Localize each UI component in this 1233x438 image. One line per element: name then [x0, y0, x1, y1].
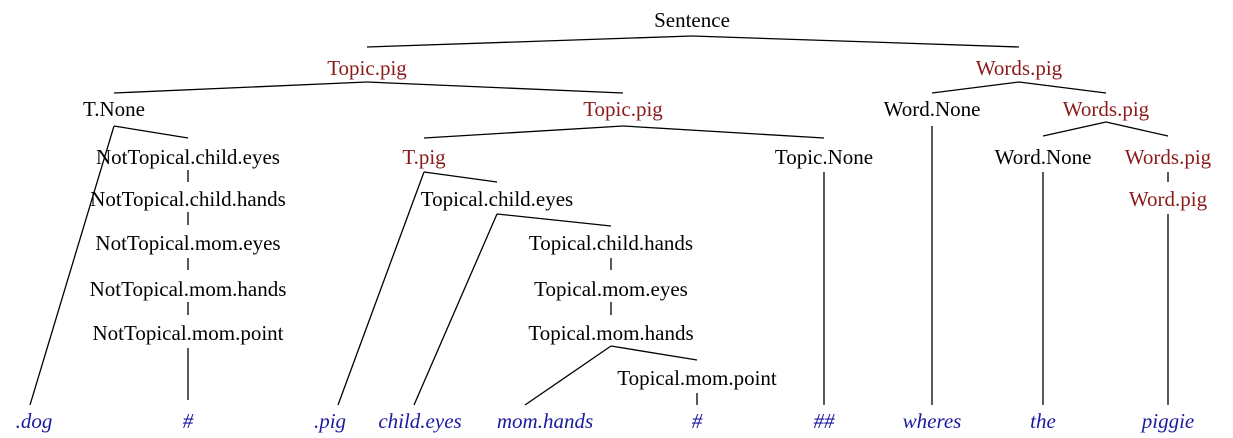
tree-edge	[338, 172, 424, 405]
leaf-the: the	[1030, 409, 1056, 433]
node-topical-child-hands: Topical.child.hands	[528, 231, 694, 255]
node-nottopical-child-eyes: NotTopical.child.eyes	[96, 145, 280, 169]
node-topical-mom-hands: Topical.mom.hands	[528, 321, 694, 345]
node-nottopical-child-hands: NotTopical.child.hands	[90, 187, 286, 211]
tree-edge	[1043, 122, 1106, 136]
node-nottopical-mom-hands: NotTopical.mom.hands	[89, 277, 287, 301]
tree-edge	[497, 214, 611, 226]
node-word-none-1: Word.None	[883, 97, 981, 121]
tree-edge	[623, 126, 824, 138]
leaf-piggie: piggie	[1141, 409, 1195, 433]
node-words-pig: Words.pig	[975, 56, 1063, 80]
node-topic-pig: Topic.pig	[327, 56, 407, 80]
leaf-double-hash: ##	[813, 409, 835, 433]
tree-edge	[932, 82, 1019, 93]
node-word-pig: Word.pig	[1128, 187, 1208, 211]
node-word-none-2: Word.None	[994, 145, 1092, 169]
leaf-wheres: wheres	[902, 409, 962, 433]
tree-edge	[1019, 82, 1106, 93]
tree-edge	[114, 126, 188, 138]
node-topic-none: Topic.None	[774, 145, 874, 169]
leaf-hash-1: #	[182, 409, 194, 433]
node-sentence: Sentence	[654, 8, 730, 32]
tree-edge	[611, 346, 697, 360]
tree-edge	[114, 82, 367, 93]
node-t-pig: T.pig	[402, 145, 446, 169]
leaf-child-eyes: child.eyes	[378, 409, 462, 433]
node-topic-pig-2: Topic.pig	[583, 97, 663, 121]
tree-edge	[424, 172, 497, 182]
tree-edge	[1106, 122, 1168, 136]
node-topical-mom-eyes: Topical.mom.eyes	[534, 277, 688, 301]
leaf-pig: .pig	[313, 409, 347, 433]
node-topical-child-eyes: Topical.child.eyes	[420, 187, 574, 211]
node-nottopical-mom-point: NotTopical.mom.point	[92, 321, 284, 345]
tree-edge	[525, 346, 611, 405]
leaf-dog: .dog	[15, 409, 53, 433]
node-topical-mom-point: Topical.mom.point	[617, 366, 777, 390]
node-words-pig-3: Words.pig	[1124, 145, 1212, 169]
node-nottopical-mom-eyes: NotTopical.mom.eyes	[95, 231, 281, 255]
leaf-hash-2: #	[691, 409, 703, 433]
tree-edges	[30, 36, 1168, 405]
tree-edge	[367, 82, 623, 93]
tree-edge	[692, 36, 1019, 47]
node-words-pig-2: Words.pig	[1062, 97, 1150, 121]
node-t-none: T.None	[82, 97, 146, 121]
tree-edge	[414, 214, 497, 405]
tree-edge	[367, 36, 692, 47]
leaf-mom-hands: mom.hands	[496, 409, 594, 433]
tree-edge	[424, 126, 623, 138]
